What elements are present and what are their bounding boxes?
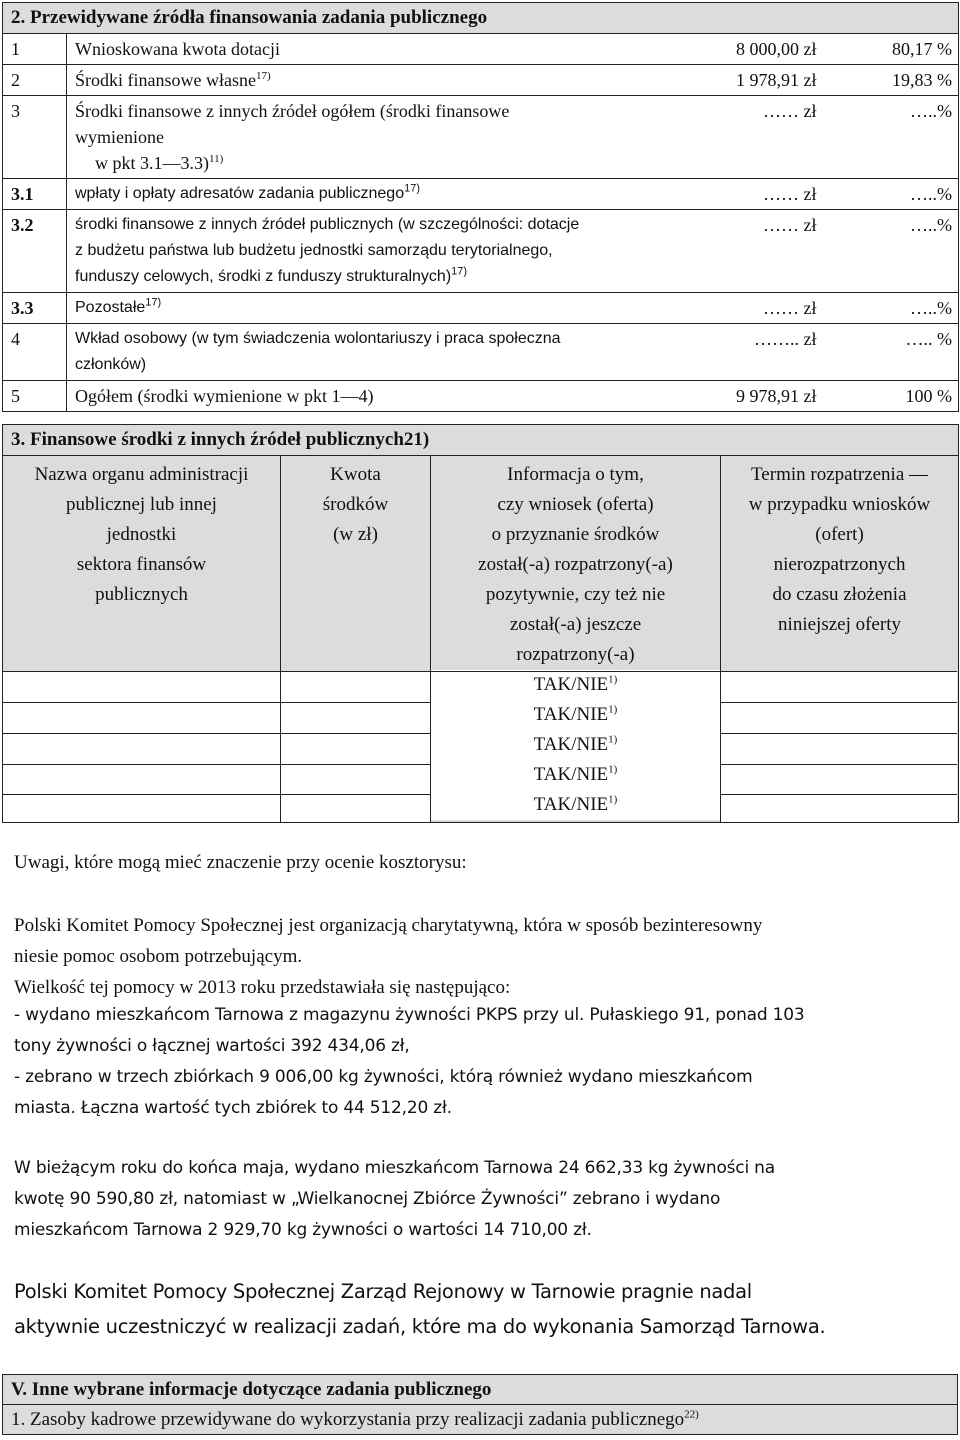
- row-label: wpłaty i opłaty adresatów zadania publicznego$^{17)}$: [67, 179, 639, 210]
- section5-table: [2, 1374, 958, 1435]
- row-amount: 1 978,91 zł: [639, 65, 823, 96]
- row-percent: 80,17 %: [823, 34, 959, 65]
- row-label: Środki finansowe własne$^{17)}$: [67, 65, 639, 96]
- column-header-deadline: Termin rozpatrzenia — w przypadku wniosków (ofert) nierozpatrzonych do czasu złożenia niniejszej oferty: [721, 456, 959, 823]
- row-number: 3.1: [3, 179, 67, 210]
- row-percent: ….. %: [823, 324, 959, 381]
- row-number: 3.3: [3, 293, 67, 324]
- table-row: [3, 65, 959, 96]
- row-label: Wkład osobowy (w tym świadczenia wolontariuszy i praca społeczna członków): [67, 324, 639, 381]
- row-percent: …..%: [823, 210, 959, 293]
- section5-item-1: 1. Zasoby kadrowe przewidywane do wykorzystania przy realizacji zadania publicznego$^{22)}$: [3, 1405, 958, 1435]
- row-percent: 19,83 %: [823, 65, 959, 96]
- row-percent: …..%: [823, 179, 959, 210]
- column-header-status: Informacja o tym, czy wniosek (oferta) o przyznanie środków został(-a) rozpatrzony(-a) pozytywnie, czy też nie został(-a) jeszcze rozpatrzony(-a) TAK/NIE$^{1)}$ TAK/NIE$^{1)}$ TAK/NIE$^{1)}$ TAK/NIE$^{1)}$ TAK/NIE$^{1)}$: [431, 456, 721, 823]
- row-number: 5: [3, 381, 67, 412]
- notes-paragraph-1: Polski Komitet Pomocy Społecznej jest organizacją charytatywną, która w sposób bezinteresowny niesie pomoc osobom potrzebującym. Wielkość tej pomocy w 2013 roku przedstawiała się następująco:: [14, 915, 763, 998]
- notes-paragraph-3: W bieżącym roku do końca maja, wydano mieszkańcom Tarnowa 24 662,33 kg żywności na kwotę 90 590,80 zł, natomiast w „Wielkanocnej Zbiórce Żywności” zebrano i wydano mieszkańcom Tarnowa 2 929,70 kg żywności o wartości 14 710,00 zł.: [14, 1158, 775, 1240]
- row-label: Wnioskowana kwota dotacji: [67, 34, 639, 65]
- section5-title: V. Inne wybrane informacje dotyczące zadania publicznego: [3, 1375, 958, 1405]
- row-amount: …… zł: [639, 210, 823, 293]
- row-amount: …….. zł: [639, 324, 823, 381]
- table-row: [3, 179, 959, 210]
- row-amount: …… zł: [639, 293, 823, 324]
- section2-title: 2. Przewidywane źródła finansowania zadania publicznego: [3, 3, 959, 34]
- notes-bullets: - wydano mieszkańcom Tarnowa z magazynu żywności PKPS przy ul. Pułaskiego 91, ponad 103 tony żywności o łącznej wartości 392 434,06 zł, - zebrano w trzech zbiórkach 9 006,00 kg żywności, którą również wydano mieszkańcom miasta. Łączna wartość tych zbiórek to 44 512,20 zł.: [14, 1005, 805, 1118]
- table-row: [3, 293, 959, 324]
- row-number: 3: [3, 96, 67, 179]
- other-public-funds-table: [2, 424, 959, 823]
- table-row: [3, 324, 959, 381]
- row-amount: …… zł: [639, 179, 823, 210]
- table-row: [3, 381, 959, 412]
- row-number: 1: [3, 34, 67, 65]
- section3-title: 3. Finansowe środki z innych źródeł publicznych21): [3, 425, 959, 456]
- row-label: Ogółem (środki wymienione w pkt 1—4): [67, 381, 639, 412]
- row-amount: …… zł: [639, 96, 823, 179]
- row-amount: 8 000,00 zł: [639, 34, 823, 65]
- row-number: 3.2: [3, 210, 67, 293]
- table-row: [3, 34, 959, 65]
- column-header-organ: Nazwa organu administracji publicznej lub innej jednostki sektora finansów publicznych: [3, 456, 281, 823]
- row-amount: 9 978,91 zł: [639, 381, 823, 412]
- column-header-amount: Kwota środków (w zł): [281, 456, 431, 823]
- tak-nie-options: TAK/NIE$^{1)}$ TAK/NIE$^{1)}$ TAK/NIE$^{1)}$ TAK/NIE$^{1)}$ TAK/NIE$^{1)}$: [431, 670, 720, 820]
- row-label: środki finansowe z innych źródeł publicznych (w szczególności: dotacje z budżetu państwa lub budżetu jednostki samorządu terytorialnego, funduszy celowych, środki z funduszy strukturalnych)$^{17)}$: [67, 210, 639, 293]
- notes-paragraph-4: Polski Komitet Pomocy Społecznej Zarząd Rejonowy w Tarnowie pragnie nadal aktywnie uczestniczyć w realizacji zadań, które ma do wykonania Samorząd Tarnowa.: [14, 1280, 826, 1338]
- table-row: [3, 96, 959, 179]
- notes-label: Uwagi, które mogą mieć znaczenie przy ocenie kosztorysu:: [14, 852, 467, 873]
- row-percent: …..%: [823, 293, 959, 324]
- row-number: 2: [3, 65, 67, 96]
- funding-sources-table: [2, 2, 959, 412]
- row-percent: …..%: [823, 96, 959, 179]
- row-label: Środki finansowe z innych źródeł ogółem (środki finansowe wymienione w pkt 3.1—3.3)$^{11)}$: [67, 96, 639, 179]
- row-label: Pozostałe$^{17)}$: [67, 293, 639, 324]
- row-percent: 100 %: [823, 381, 959, 412]
- table-row: [3, 210, 959, 293]
- row-number: 4: [3, 324, 67, 381]
